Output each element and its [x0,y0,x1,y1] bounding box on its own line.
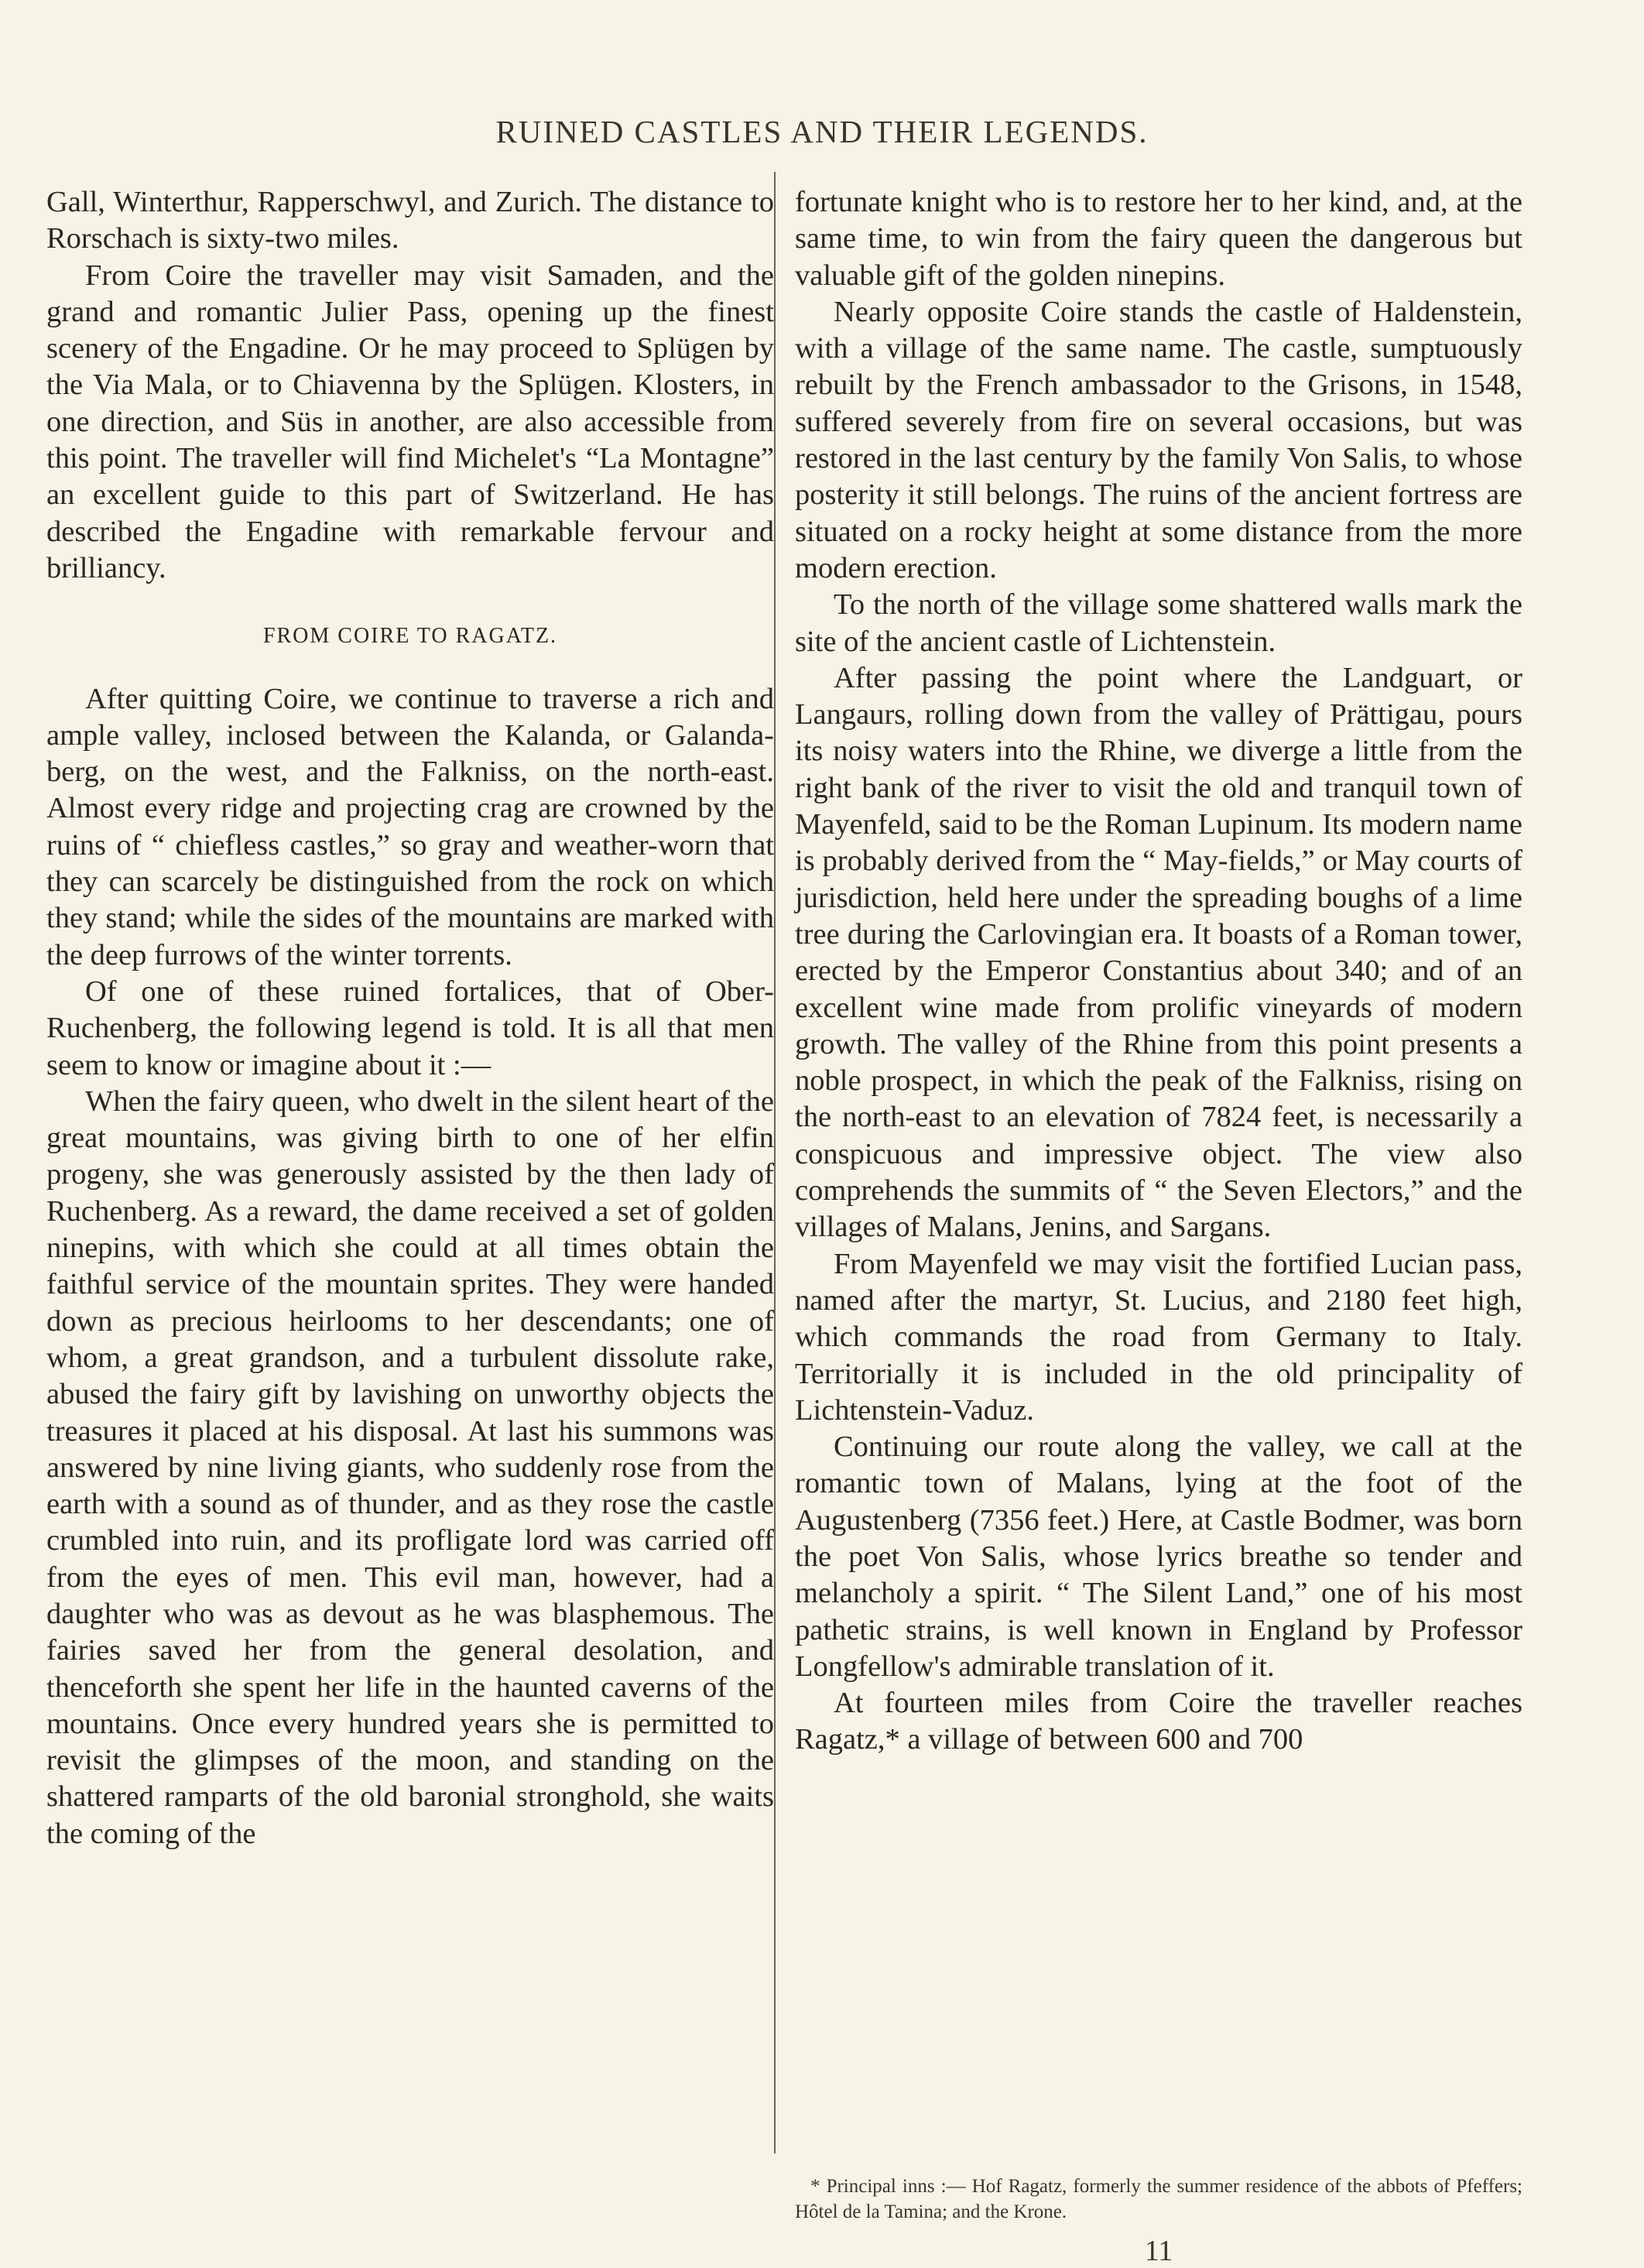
running-title: RUINED CASTLES AND THEIR LEGENDS. [495,114,1149,149]
paragraph: When the fairy queen, who dwelt in the silent heart of the great mountains, was giving birth to one of her elfin progeny, she was generously assisted by the then lady of Ruchenberg. As a reward, the dame received a set of golden ninepins, with which she could at all times obtain the faithful service of the mountain sprites. They were handed down as precious heirlooms to her descendants; one of whom, a great grandson, and a turbulent dissolute rake, abused the fairy gift by lavishing on unworthy objects the treasures it placed at his disposal. At last his summons was answered by nine living giants, who suddenly rose from the earth with a sound as of thunder, and as they rose the castle crumbled into ruin, and its profligate lord was carried off from the eyes of men. This evil man, however, had a daughter who was as devout as he was blasphemous. The fairies saved her from the general desolation, and thenceforth she spent her life in the haunted caverns of the mountains. Once every hundred years she is permitted to revisit the glimpses of the moon, and standing on the shattered ramparts of the old baronial stronghold, she waits the coming of the [46,1084,774,1850]
paragraph: Continuing our route along the valley, we call at the romantic town of Malans, lying at the foot of the Augustenberg (7356 feet.) Here, at Castle Bodmer, was born the poet Von Salis, whose lyrics breathe so tender and melancholy a spirit. “ The Silent Land,” one of his most pathetic strains, is well known in England by Professor Longfellow's admirable translation of it. [795,1430,1522,1683]
paragraph: From Coire the traveller may visit Samaden, and the grand and romantic Julier Pass, opening up the finest scenery of the Engadine. Or he may proceed to Splügen by the Via Mala, or to Chiavenna by the Splügen. Klosters, in one direction, and Süs in another, are also accessible from this point. The traveller will find Michelet's “La Montagne” an excellent guide to this part of Switzerland. He has described the Engadine with remarkable fervour and brilliancy. [46,259,774,584]
paragraph: After quitting Coire, we continue to traverse a rich and ample valley, inclosed between the Kalanda, or Galanda-berg, on the west, and the Falkniss, on the north-east. Almost every ridge and projecting crag are crowned by the ruins of “ chiefless castles,” so gray and weather-worn that they can scarcely be distinguished from the rock on which they stand; while the sides of the mountains are marked with the deep furrows of the winter torrents. [46,682,774,971]
paragraph: Nearly opposite Coire stands the castle of Haldenstein, with a village of the same name. The castle, sumptuously rebuilt by the French ambassador to the Grisons, in 1548, suffered severely from fire on several occasions, but was restored in the last century by the family Von Salis, to whose posterity it still belongs. The ruins of the ancient fortress are situated on a rocky height at some distance from the more modern erection. [795,295,1522,584]
page-number: 11 [1144,2235,1173,2267]
paragraph: At fourteen miles from Coire the traveller reaches Ragatz,* a village of between 600 and 700 [795,1687,1522,1756]
right-column [795,184,1522,1759]
footnote: * Principal inns :— Hof Ragatz, formerly the summer residence of the abbots of Pfeffers; Hôtel de la Tamina; and the Krone. [795,2176,1522,2222]
paragraph: fortunate knight who is to restore her to her kind, and, at the same time, to win from the fairy queen the dangerous but valuable gift of the golden ninepins. [795,186,1522,292]
paragraph: Gall, Winterthur, Rapperschwyl, and Zurich. The distance to Rorschach is sixty-two miles. [46,186,774,255]
section-heading: FROM COIRE TO RAGATZ. [262,624,558,649]
left-column [46,184,774,1852]
paragraph: From Mayenfeld we may visit the fortified Lucian pass, named after the martyr, St. Lucius, and 2180 feet high, which commands the road from Germany to Italy. Territorially it is included in the old principality of Lichtenstein-Vaduz. [795,1247,1522,1427]
paragraph: Of one of these ruined fortalices, that of Ober-Ruchenberg, the following legend is told. It is all that men seem to know or imagine about it :— [46,975,774,1081]
paragraph: To the north of the village some shattered walls mark the site of the ancient castle of Lichtenstein. [795,588,1522,658]
paragraph: After passing the point where the Landguart, or Langaurs, rolling down from the valley of Prättigau, pours its noisy waters into the Rhine, we diverge a little from the right bank of the river to visit the old and tranquil town of Mayenfeld, said to be the Roman Lupinum. Its modern name is probably derived from the “ May-fields,” or May courts of jurisdiction, held here under the spreading boughs of a lime tree during the Carlovingian era. It boasts of a Roman tower, erected by the Emperor Constantius about 340; and of an excellent wine made from prolific vineyards of modern growth. The valley of the Rhine from this point presents a noble prospect, in which the peak of the Falkniss, rising on the north-east to an elevation of 7824 feet, is necessarily a conspicuous and impressive object. The view also comprehends the summits of “ the Seven Electors,” and the villages of Malans, Jenins, and Sargans. [795,661,1522,1244]
column-divider [774,172,776,2153]
